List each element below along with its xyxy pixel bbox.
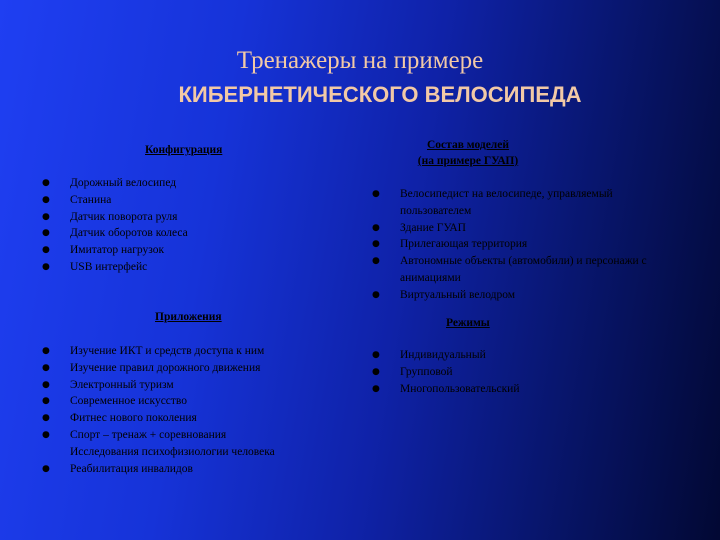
list-item: ● Изучение ИКТ и средств доступа к ним <box>40 343 360 360</box>
bullet-icon: ● <box>372 239 380 250</box>
bullet-icon: ● <box>42 194 50 205</box>
list-item: ● Фитнес нового поколения <box>40 410 360 427</box>
models-heading-line2: (на примере ГУАП) <box>417 155 519 167</box>
bullet-icon: ● <box>42 261 50 272</box>
bullet-icon: ● <box>42 396 50 407</box>
list-item: ● Велосипедист на велосипеде, управляемый пользователем <box>372 188 613 217</box>
list-item: ● Датчик поворота руля <box>40 209 340 226</box>
bullet-icon: ● <box>372 256 380 267</box>
list-item: ● USB интерфейс <box>40 259 340 276</box>
bullet-icon: ● <box>42 379 50 390</box>
modes-heading: Режимы <box>446 317 490 329</box>
bullet-icon: ● <box>372 383 380 394</box>
list-item: ● Автономные объекты (автомобили) и персонажи с анимациями <box>372 255 647 284</box>
bullet-icon: ● <box>42 362 50 373</box>
list-item: ● Групповой <box>370 364 670 381</box>
list-item: ● Имитатор нагрузок <box>40 242 340 259</box>
list-item: ● Датчик оборотов колеса <box>40 225 340 242</box>
list-item: ● Индивидуальный <box>370 347 670 364</box>
bullet-icon: ● <box>42 413 50 424</box>
list-item: ● Реабилитация инвалидов <box>40 461 360 478</box>
slide-title-line1: Тренажеры на примере <box>236 47 484 74</box>
bullet-icon: ● <box>372 222 380 233</box>
bullet-icon: ● <box>42 245 50 256</box>
bullet-icon: ● <box>42 211 50 222</box>
applications-list <box>40 343 360 477</box>
list-item: ● Прилегающая территория <box>370 236 670 253</box>
models-heading <box>398 137 538 169</box>
list-item: ● Электронный туризм <box>40 377 360 394</box>
list-item: ● Здание ГУАП <box>370 220 670 237</box>
list-item: ● Спорт – тренаж + соревнования <box>40 427 360 444</box>
configuration-list <box>40 175 340 276</box>
bullet-icon: ● <box>42 463 50 474</box>
list-item: ● Изучение правил дорожного движения <box>40 360 360 377</box>
bullet-icon: ● <box>372 350 380 360</box>
bullet-icon: ● <box>372 366 380 377</box>
bullet-icon: ● <box>42 178 50 188</box>
list-item: ● Станина <box>40 192 340 209</box>
modes-list <box>370 347 670 397</box>
models-list <box>370 186 670 304</box>
list-item: ● Виртуальный велодром <box>370 287 670 304</box>
bullet-icon: ● <box>42 429 50 440</box>
list-item: ● Современное искусство <box>40 393 360 410</box>
bullet-icon: ● <box>42 228 50 239</box>
list-item: ● Многопользовательский <box>370 381 670 398</box>
list-item: ● Дорожный велосипед <box>40 175 340 192</box>
bullet-icon: ● <box>42 346 50 356</box>
models-heading-line1: Состав моделей <box>427 139 509 151</box>
bullet-icon: ● <box>372 189 380 199</box>
slide-title-line2: КИБЕРНЕТИЧЕСКОГО ВЕЛОСИПЕДА <box>178 82 582 107</box>
bullet-icon: ● <box>372 289 380 300</box>
applications-heading: Приложения <box>155 311 222 323</box>
list-item: Исследования психофизиологии человека <box>70 445 275 458</box>
configuration-heading: Конфигурация <box>145 144 223 156</box>
